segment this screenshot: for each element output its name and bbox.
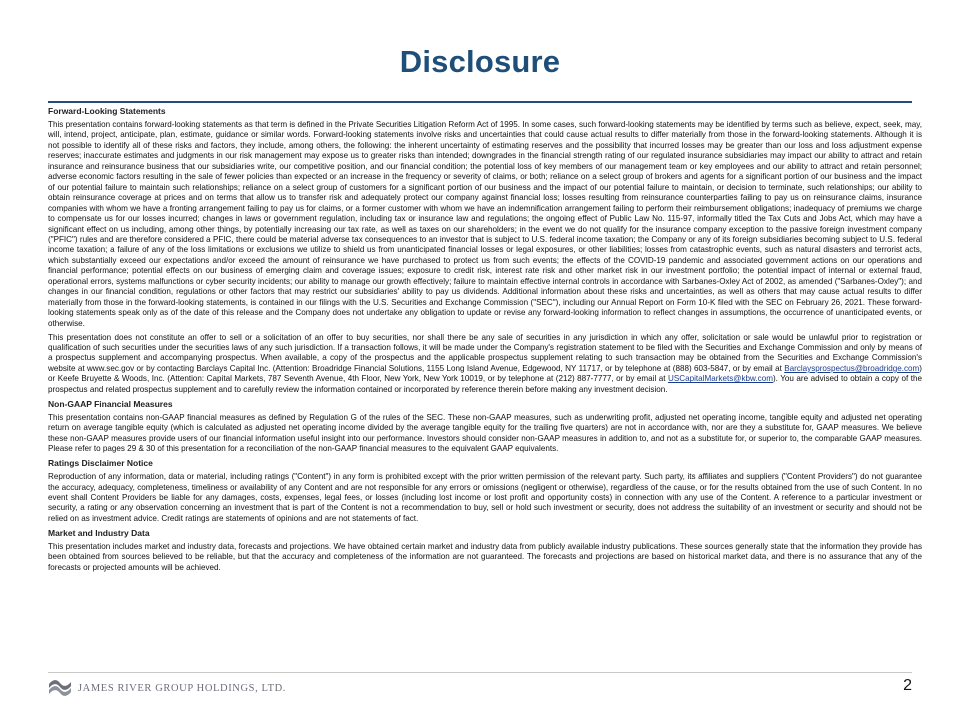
footer-divider xyxy=(48,672,912,673)
title-divider xyxy=(48,101,912,103)
offer-paragraph xyxy=(48,333,922,396)
barclays-email-link[interactable]: Barclaysprospectus@broadridge.com xyxy=(784,363,920,373)
river-wave-icon xyxy=(48,678,72,698)
page-number: 2 xyxy=(903,677,912,694)
forward-looking-heading: Forward-Looking Statements xyxy=(48,106,166,116)
offer-text-3: ). You are advised to obtain a copy of the prospectus and related prospectus supplement and to carefully review the information contained or incorporated by reference therein before making any investment decision. xyxy=(48,374,922,394)
market-data-heading: Market and Industry Data xyxy=(48,527,150,538)
company-logo xyxy=(48,677,286,699)
forward-looking-paragraph: This presentation contains forward-looking statements as that term is defined in the Private Securities Litigation Reform Act of 1995. In some cases, such forward-looking statements may be identified by terms such as believe, expect, seek, may, will, intend, project, anticipate, plan, estimate, guidance or similar words. Forward-looking statements involve risks and uncertainties that could cause actual results to differ materially from those in the forward-looking statements. Although it is not possible to identify all of these risks and factors, they include, among others, the following: the inherent uncertainty of estimating reserves and the possibility that incurred losses may be greater than our loss and loss adjustment expense reserves; inaccurate estimates and judgments in our risk management may expose us to greater risks than intended; downgrades in the financial strength rating of our regulated insurance subsidiaries may impact our ability to attract and retain insurance and reinsurance business that our subsidiaries write, our competitive position, and our financial condition; the potential loss of key members of our management team or key employees and our ability to attract and retain personnel; adverse economic factors resulting in the sale of fewer policies than expected or an increase in the frequency or severity of claims, or both; reliance on a select group of brokers and agents for a significant portion of our business and the impact of our potential failure to maintain such relationships; reliance on a select group of customers for a significant portion of our business and the impact of our potential failure to maintain, or decision to terminate, such relationships; our ability to obtain reinsurance coverage at prices and on terms that allow us to transfer risk and adequately protect our company against financial loss; losses resulting from reinsurance counterparties failing to pay us on reinsurance claims, insurance companies with whom we have a fronting arrangement failing to pay us for claims, or a former customer with whom we have an indemnification arrangement failing to perform their reimbursement obligations; inadequacy of premiums we charge to compensate us for our losses incurred; changes in laws or government regulation, including tax or insurance law and regulations; the ongoing effect of Public Law No. 115-97, informally titled the Tax Cuts and Jobs Act, which may have a significant effect on us including, among other things, by potentially increasing our tax rate, as well as taxes on our shareholders; in the event we do not qualify for the insurance company exception to the passive foreign investment company ("PFIC") rules and are therefore considered a PFIC, there could be material adverse tax consequences to an investor that is subject to U.S. federal income taxation; the Company or any of its foreign subsidiaries becoming subject to U.S. federal income taxation; a failure of any of the loss limitations or exclusions we utilize to shield us from unanticipated financial losses or legal exposures, or other liabilities; losses from catastrophic events, such as natural disasters and terrorist acts, which substantially exceed our expectations and/or exceed the amount of reinsurance we have purchased to protect us from such events; the effects of the COVID-19 pandemic and associated government actions on our operations and financial performance; potential effects on our business of emerging claim and coverage issues; exposure to credit risk, interest rate risk and other market risk in our investment portfolio; the potential impact of internal or external fraud, operational errors, systems malfunctions or cyber security incidents; our ability to manage our growth effectively; failure to maintain effective internal controls in accordance with Sarbanes-Oxley Act of 2002, as amended ("Sarbanes-Oxley"); and changes in our financial condition, regulations or other factors that may restrict our subsidiaries' ability to pay us dividends. Additional information about these risks and uncertainties, as well as others that may cause actual results to differ materially from those in the forward-looking statements, is contained in our filings with the U.S. Securities and Exchange Commission ("SEC"), including our Annual Report on Form 10-K filed with the SEC on February 26, 2021. These forward-looking statements speak only as of the date of this release and the Company does not undertake any obligation to update or revise any forward-looking information to reflect changes in assumptions, the occurrence of unanticipated events, or otherwise. xyxy=(48,120,922,328)
non-gaap-paragraph: This presentation contains non-GAAP financial measures as defined by Regulation G of the rules of the SEC. These non-GAAP measures, such as underwriting profit, adjusted net operating income, tangible equity and adjusted net operating return on average tangible equity (which is calculated as adjusted net operating income divided by the average tangible equity for the trailing five quarters) are not in accordance with, nor are they a substitute for, GAAP measures. We believe these non-GAAP measures provide users of our financial information useful insight into our performance. Investors should consider non-GAAP measures in addition to, and not as a substitute for, or superior to, the comparable GAAP measures. Please refer to pages 29 & 30 of this presentation for a reconciliation of the non-GAAP financial measures to the equivalent GAAP equivalents. xyxy=(48,412,922,454)
non-gaap-heading: Non-GAAP Financial Measures xyxy=(48,398,173,409)
market-data-paragraph: This presentation includes market and industry data, forecasts and projections. We have obtained certain market and industry data from publicly available industry publications. These sources generally state that the information they provide has been obtained from sources believed to be reliable, but that the accuracy and completeness of the information are not guaranteed. The forecasts and projections are based on historical market data, and there is no assurance that any of the forecasts or projected amounts will be achieved. xyxy=(48,541,922,572)
ratings-paragraph: Reproduction of any information, data or material, including ratings ("Content") in any form is prohibited except with the prior written permission of the relevant party. Such party, its affiliates and suppliers ("Content Providers") do not guarantee the accuracy, adequacy, completeness, timeliness or availability of any Content and are not responsible for any errors or omissions (negligent or otherwise), regardless of the cause, or for the results obtained from the use of such Content. In no event shall Content Providers be liable for any damages, costs, expenses, legal fees, or losses (including lost income or lost profit and opportunity costs) in connection with any use of the Content. A reference to a particular investment or security, a rating or any observation concerning an investment that is part of the Content is not a recommendation to buy, sell or hold such investment or security, does not address the suitability of an investment or security and should not be relied on as investment advice. Credit ratings are statements of opinions and are not statements of fact. xyxy=(48,472,922,523)
offer-text-1: This presentation does not constitute an offer to sell or a solicitation of an offer to buy securities, nor shall there be any sale of securities in any jurisdiction in which any offer, solicitation or sale would be unlawful prior to registration or qualification of such securities under the securities laws of any such jurisdiction. If a transaction follows, it will be made under the Company's registration statement to be filed with the Securities and Exchange Commission and only by means of a prospectus supplement and accompanying prospectus. When available, a copy of the prospectus and the applicable prospectus supplement relating to such transaction may be obtained from the Securities and Exchange Commission's website at www.sec.gov or by contacting Barclays Capital Inc. (Attention: Broadridge Financial Solutions, 1155 Long Island Avenue, Edgewood, NY 11717, or by telephone at (888) 603-5847, or by email at xyxy=(48,332,922,373)
offer-text-2: ) or Keefe Bruyette & Woods, Inc. (Attention: Capital Markets, 787 Seventh Avenue, 4th Floor, New York, New York 10019, or by telephone at (212) 887-7777, or by email at xyxy=(48,363,922,384)
page-title: Disclosure xyxy=(399,44,561,79)
ratings-heading: Ratings Disclaimer Notice xyxy=(48,458,153,469)
kbw-email-link[interactable]: USCapitalMarkets@kbw.com xyxy=(668,374,773,384)
disclosure-body xyxy=(48,106,922,666)
company-name: JAMES RIVER GROUP HOLDINGS, LTD. xyxy=(78,682,287,694)
